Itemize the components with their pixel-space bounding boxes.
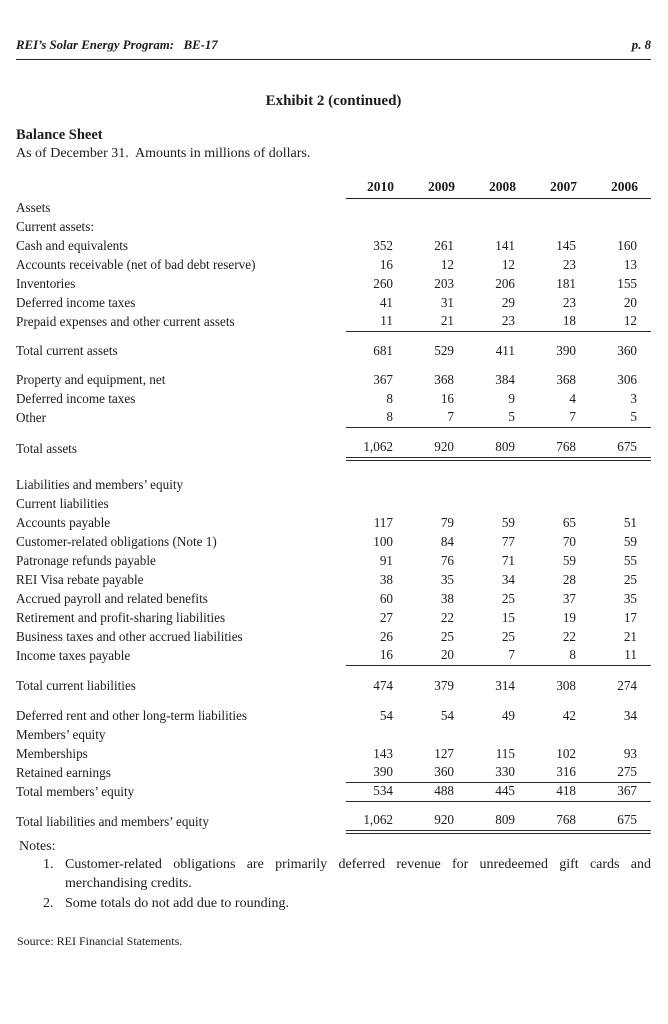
cell-value: 20: [407, 647, 468, 666]
cell-value: 316: [529, 764, 590, 783]
cell-value: 203: [434, 275, 454, 291]
cell-value: 390: [556, 342, 576, 358]
cell-value: 529: [434, 342, 454, 358]
cell-value: 474: [373, 677, 393, 693]
note-number: 2.: [43, 895, 54, 911]
table-row: [16, 275, 651, 294]
cell-value: [346, 476, 407, 495]
table-row: [16, 237, 651, 256]
cell-value: 34: [623, 707, 637, 723]
cell-value: [468, 726, 529, 745]
cell-value: 31: [440, 294, 454, 310]
row-label: Accrued payroll and related benefits: [16, 590, 208, 606]
note-item: [43, 855, 651, 894]
cell-value: 9: [508, 390, 515, 406]
table-row: [16, 590, 651, 609]
cell-value: 5: [468, 409, 529, 428]
cell-value: 16: [440, 390, 454, 406]
row-label: Members’ equity: [16, 726, 106, 742]
sheet-title: Balance Sheet: [16, 127, 103, 143]
cell-value: 488: [407, 783, 468, 802]
cell-value: 920: [407, 812, 468, 832]
spacer-cell: [16, 696, 651, 707]
cell-value: [346, 726, 407, 745]
cell-value: 79: [440, 514, 454, 530]
note-number: 1.: [43, 856, 54, 872]
cell-value: 7: [529, 409, 590, 428]
cell-value: 5: [590, 409, 651, 428]
cell-value: [407, 218, 468, 237]
cell-value: 8: [529, 647, 590, 666]
table-row: [16, 745, 651, 764]
spacer-cell: [16, 332, 651, 342]
spacer-cell: [16, 666, 651, 677]
cell-value: 260: [373, 275, 393, 291]
row-label: Deferred income taxes: [16, 390, 136, 406]
spacer-cell: [16, 802, 651, 812]
row-label: Other: [16, 409, 47, 425]
balance-sheet-table: [16, 179, 651, 834]
cell-value: 35: [623, 590, 637, 606]
cell-value: 21: [407, 313, 468, 332]
cell-value: 384: [495, 371, 515, 387]
note-text: Some totals do not add due to rounding.: [65, 895, 289, 911]
cell-value: [590, 218, 651, 237]
cell-value: 768: [529, 439, 590, 459]
row-label: Property and equipment, net: [16, 371, 166, 387]
cell-value: 51: [623, 514, 637, 530]
cell-value: 368: [434, 371, 454, 387]
cell-value: 367: [590, 783, 651, 802]
cell-value: 16: [346, 647, 407, 666]
cell-value: [529, 495, 590, 514]
balance-sheet-rows: [16, 199, 651, 832]
cell-value: 25: [623, 571, 637, 587]
cell-value: 115: [495, 745, 515, 761]
cell-value: [407, 726, 468, 745]
year-column-header: 2010: [346, 179, 407, 199]
row-label: Inventories: [16, 275, 76, 291]
row-label: Current assets:: [16, 218, 95, 234]
cell-value: 12: [590, 313, 651, 332]
cell-value: 206: [495, 275, 515, 291]
table-row: [16, 313, 651, 332]
cell-value: [407, 495, 468, 514]
cell-value: 127: [434, 745, 454, 761]
cell-value: 70: [562, 533, 576, 549]
cell-value: [407, 199, 468, 218]
cell-value: [468, 495, 529, 514]
cell-value: 155: [617, 275, 637, 291]
cell-value: 84: [440, 533, 454, 549]
row-label: REI Visa rebate payable: [16, 571, 144, 587]
source-line: Source: REI Financial Statements.: [17, 934, 183, 948]
year-column-header: 2006: [590, 179, 651, 199]
row-label: Total current assets: [16, 342, 118, 358]
cell-value: 22: [440, 609, 454, 625]
cell-value: 308: [556, 677, 576, 693]
cell-value: 7: [407, 409, 468, 428]
row-label: Accounts receivable (net of bad debt reserve): [16, 256, 256, 272]
table-row: [16, 677, 651, 696]
spacer-cell: [16, 428, 651, 439]
row-label: Income taxes payable: [16, 647, 131, 663]
spacer-cell: [16, 361, 651, 371]
spacer-row: [16, 666, 651, 677]
cell-value: 91: [379, 552, 393, 568]
spacer-row: [16, 332, 651, 342]
cell-value: [468, 199, 529, 218]
cell-value: 411: [495, 342, 515, 358]
cell-value: 23: [562, 256, 576, 272]
cell-value: 675: [590, 812, 651, 832]
row-label: Total current liabilities: [16, 677, 136, 693]
table-row: [16, 647, 651, 666]
cell-value: 274: [617, 677, 637, 693]
cell-value: 23: [468, 313, 529, 332]
cell-value: 76: [440, 552, 454, 568]
table-row: [16, 294, 651, 313]
cell-value: [346, 218, 407, 237]
cell-value: 28: [562, 571, 576, 587]
cell-value: 809: [468, 439, 529, 459]
table-row: [16, 571, 651, 590]
cell-value: 15: [501, 609, 515, 625]
table-row: [16, 514, 651, 533]
spacer-row: [16, 459, 651, 476]
cell-value: 93: [623, 745, 637, 761]
cell-value: 261: [434, 237, 454, 253]
cell-value: 60: [379, 590, 393, 606]
cell-value: [529, 726, 590, 745]
row-label: Assets: [16, 199, 51, 215]
notes-heading: Notes:: [19, 838, 56, 854]
cell-value: 920: [407, 439, 468, 459]
cell-value: 38: [440, 590, 454, 606]
cell-value: 54: [440, 707, 454, 723]
cell-value: 37: [562, 590, 576, 606]
table-row: [16, 495, 651, 514]
cell-value: [529, 476, 590, 495]
cell-value: 330: [468, 764, 529, 783]
years-header-spacer: [16, 179, 346, 199]
cell-value: 3: [630, 390, 637, 406]
table-row: [16, 707, 651, 726]
cell-value: 34: [501, 571, 515, 587]
cell-value: 77: [501, 533, 515, 549]
cell-value: 675: [590, 439, 651, 459]
table-row: [16, 552, 651, 571]
row-label: Customer-related obligations (Note 1): [16, 533, 217, 549]
table-row: [16, 764, 651, 783]
spacer-row: [16, 802, 651, 812]
cell-value: 100: [373, 533, 393, 549]
cell-value: 681: [373, 342, 393, 358]
cell-value: 418: [529, 783, 590, 802]
cell-value: 29: [501, 294, 515, 310]
cell-value: 11: [590, 647, 651, 666]
year-column-header: 2008: [468, 179, 529, 199]
header-page-number: p. 8: [631, 38, 651, 52]
cell-value: [529, 199, 590, 218]
table-row: [16, 783, 651, 802]
cell-value: 41: [379, 294, 393, 310]
cell-value: 8: [386, 390, 393, 406]
cell-value: [407, 476, 468, 495]
year-column-header: 2009: [407, 179, 468, 199]
cell-value: 18: [529, 313, 590, 332]
table-row: [16, 342, 651, 361]
cell-value: 1,062: [346, 812, 407, 832]
row-label: Patronage refunds payable: [16, 552, 156, 568]
cell-value: [590, 476, 651, 495]
row-label: Total members’ equity: [16, 783, 135, 799]
cell-value: [346, 199, 407, 218]
table-row: [16, 218, 651, 237]
row-label: Accounts payable: [16, 514, 111, 530]
cell-value: 25: [501, 590, 515, 606]
cell-value: [529, 218, 590, 237]
cell-value: 145: [556, 237, 576, 253]
cell-value: 42: [562, 707, 576, 723]
cell-value: 445: [468, 783, 529, 802]
table-row: [16, 726, 651, 745]
cell-value: 809: [468, 812, 529, 832]
note-item: [43, 894, 651, 914]
cell-value: 19: [562, 609, 576, 625]
row-label: Retained earnings: [16, 764, 111, 780]
cell-value: 21: [623, 628, 637, 644]
row-label: Liabilities and members’ equity: [16, 476, 184, 492]
row-label: Memberships: [16, 745, 88, 761]
table-row: [16, 439, 651, 459]
spacer-cell: [16, 459, 651, 476]
cell-value: 275: [590, 764, 651, 783]
cell-value: 25: [501, 628, 515, 644]
cell-value: 23: [562, 294, 576, 310]
cell-value: [590, 199, 651, 218]
cell-value: [590, 495, 651, 514]
table-row: [16, 812, 651, 832]
cell-value: 160: [617, 237, 637, 253]
cell-value: 54: [379, 707, 393, 723]
cell-value: 13: [623, 256, 637, 272]
cell-value: 59: [501, 514, 515, 530]
row-label: Deferred income taxes: [16, 294, 136, 310]
cell-value: 7: [468, 647, 529, 666]
cell-value: 4: [569, 390, 576, 406]
cell-value: 314: [495, 677, 515, 693]
cell-value: 143: [373, 745, 393, 761]
table-row: [16, 533, 651, 552]
spacer-row: [16, 428, 651, 439]
table-row: [16, 390, 651, 409]
cell-value: 1,062: [346, 439, 407, 459]
table-row: [16, 409, 651, 428]
table-row: [16, 256, 651, 275]
cell-value: [468, 218, 529, 237]
years-header-row: [16, 179, 651, 199]
cell-value: 26: [379, 628, 393, 644]
cell-value: 360: [407, 764, 468, 783]
running-header: [16, 38, 651, 60]
row-label: Total liabilities and members’ equity: [16, 813, 209, 829]
row-label: Retirement and profit-sharing liabilities: [16, 609, 226, 625]
cell-value: 38: [379, 571, 393, 587]
sheet-description: As of December 31. Amounts in millions of dollars.: [16, 146, 311, 161]
row-label: Deferred rent and other long-term liabilities: [16, 707, 248, 723]
cell-value: 534: [346, 783, 407, 802]
cell-value: 368: [556, 371, 576, 387]
table-row: [16, 628, 651, 647]
cell-value: 12: [501, 256, 515, 272]
cell-value: 141: [495, 237, 515, 253]
cell-value: [346, 495, 407, 514]
row-label: Total assets: [16, 440, 77, 456]
cell-value: [468, 476, 529, 495]
cell-value: 379: [434, 677, 454, 693]
cell-value: 367: [373, 371, 393, 387]
row-label: Cash and equivalents: [16, 237, 129, 253]
cell-value: 306: [617, 371, 637, 387]
row-label: Prepaid expenses and other current assets: [16, 313, 235, 329]
cell-value: 59: [562, 552, 576, 568]
cell-value: 16: [379, 256, 393, 272]
spacer-row: [16, 361, 651, 371]
cell-value: 181: [556, 275, 576, 291]
table-row: [16, 371, 651, 390]
cell-value: 768: [529, 812, 590, 832]
cell-value: 55: [623, 552, 637, 568]
cell-value: 25: [440, 628, 454, 644]
cell-value: 59: [623, 533, 637, 549]
cell-value: 360: [617, 342, 637, 358]
cell-value: [590, 726, 651, 745]
row-label: Business taxes and other accrued liabilities: [16, 628, 243, 644]
table-row: [16, 199, 651, 218]
spacer-row: [16, 696, 651, 707]
cell-value: 71: [501, 552, 515, 568]
note-text: Customer-related obligations are primarily deferred revenue for unredeemed gift cards and merchandising credits.: [65, 856, 651, 891]
cell-value: 27: [379, 609, 393, 625]
cell-value: 35: [440, 571, 454, 587]
cell-value: 65: [562, 514, 576, 530]
table-row: [16, 609, 651, 628]
table-row: [16, 476, 651, 495]
year-column-header: 2007: [529, 179, 590, 199]
cell-value: 12: [440, 256, 454, 272]
cell-value: 102: [556, 745, 576, 761]
cell-value: 390: [346, 764, 407, 783]
header-left-title: REI’s Solar Energy Program: BE-17: [16, 38, 218, 52]
cell-value: 20: [623, 294, 637, 310]
row-label: Current liabilities: [16, 495, 109, 511]
cell-value: 22: [562, 628, 576, 644]
cell-value: 11: [346, 313, 407, 332]
cell-value: 352: [373, 237, 393, 253]
exhibit-title: Exhibit 2 (continued): [265, 93, 402, 109]
cell-value: 49: [501, 707, 515, 723]
cell-value: 17: [623, 609, 637, 625]
cell-value: 117: [373, 514, 393, 530]
cell-value: 8: [346, 409, 407, 428]
